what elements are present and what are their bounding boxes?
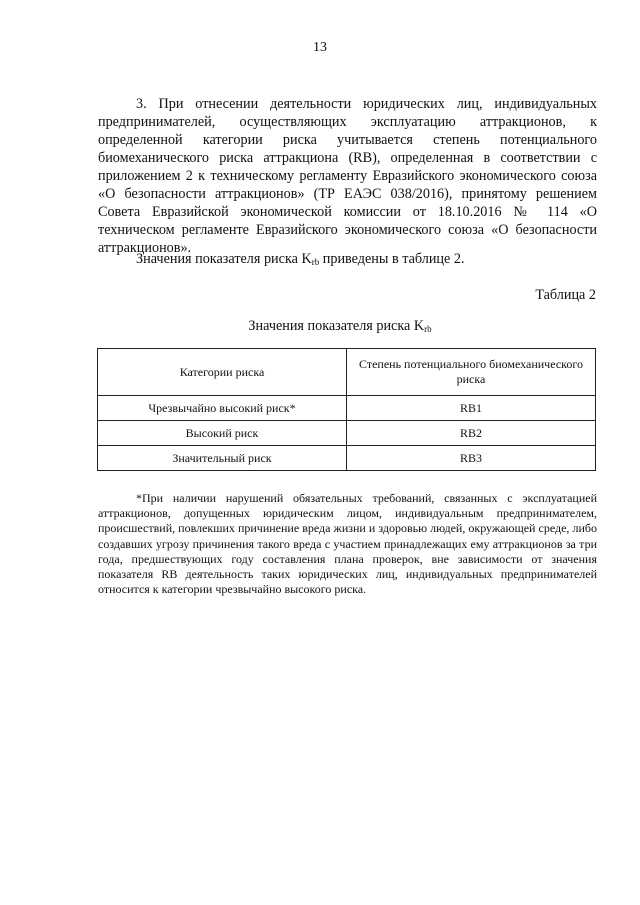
paragraph-risk-classification: 3. При отнесении деятельности юридических лиц, индивидуальных предпринимателей, осуществляющих эксплуатацию аттракционов, к определенной категории риска учитывается степень потенциального биомеханического риска аттракциона (RB), определенная в соответствии с приложением 2 к техническому регламенту Евразийского экономического союза «О безопасности аттракционов» (ТР ЕАЭС 038/2016), принятому решением Совета Евразийской экономической комиссии от 18.10.2016 № 114 «О техническом регламенте Евразийского экономического союза «О безопасности аттракционов». [98, 96, 597, 256]
table-label: Таблица 2 [535, 287, 596, 303]
risk-category-cell: Высокий риск [98, 421, 347, 446]
header-biomechanical-risk: Степень потенциального биомеханического риска [347, 349, 596, 396]
risk-table [97, 348, 596, 471]
risk-level-cell: RB2 [347, 421, 596, 446]
risk-level-cell: RB1 [347, 396, 596, 421]
page-number: 13 [313, 40, 327, 55]
paragraph-table-reference-text: Значения показателя риска K [136, 251, 312, 267]
table-row [98, 396, 596, 421]
table-header-row [98, 349, 596, 396]
table-row [98, 446, 596, 471]
risk-category-cell: Значительный риск [98, 446, 347, 471]
risk-category-cell: Чрезвычайно высокий риск* [98, 396, 347, 421]
risk-level-cell: RB3 [347, 446, 596, 471]
k-subscript: rb [311, 257, 320, 267]
footnote: *При наличии нарушений обязательных требований, связанных с эксплуатацией аттракционов, допущенных юридическим лицом, индивидуальным предпринимателем, происшествий, повлекших причинение вреда жизни и здоровью людей, окружающей среде, либо создавших угрозу причинения такого вреда с участием принадлежащих ему аттракционов за три года, предшествующих году составления плана проверок, вне зависимости от значения показателя RB деятельность таких юридических лиц, индивидуальных предпринимателей относится к категории чрезвычайно высокого риска. [98, 491, 597, 597]
table-row [98, 421, 596, 446]
paragraph-table-reference-tail: приведены в таблице 2. [319, 251, 465, 267]
table-title [0, 318, 640, 335]
table-title-subscript: rb [424, 324, 432, 334]
paragraph-table-reference [98, 250, 597, 268]
header-risk-category: Категории риска [98, 349, 347, 396]
table-title-text: Значения показателя риска K [248, 318, 425, 334]
